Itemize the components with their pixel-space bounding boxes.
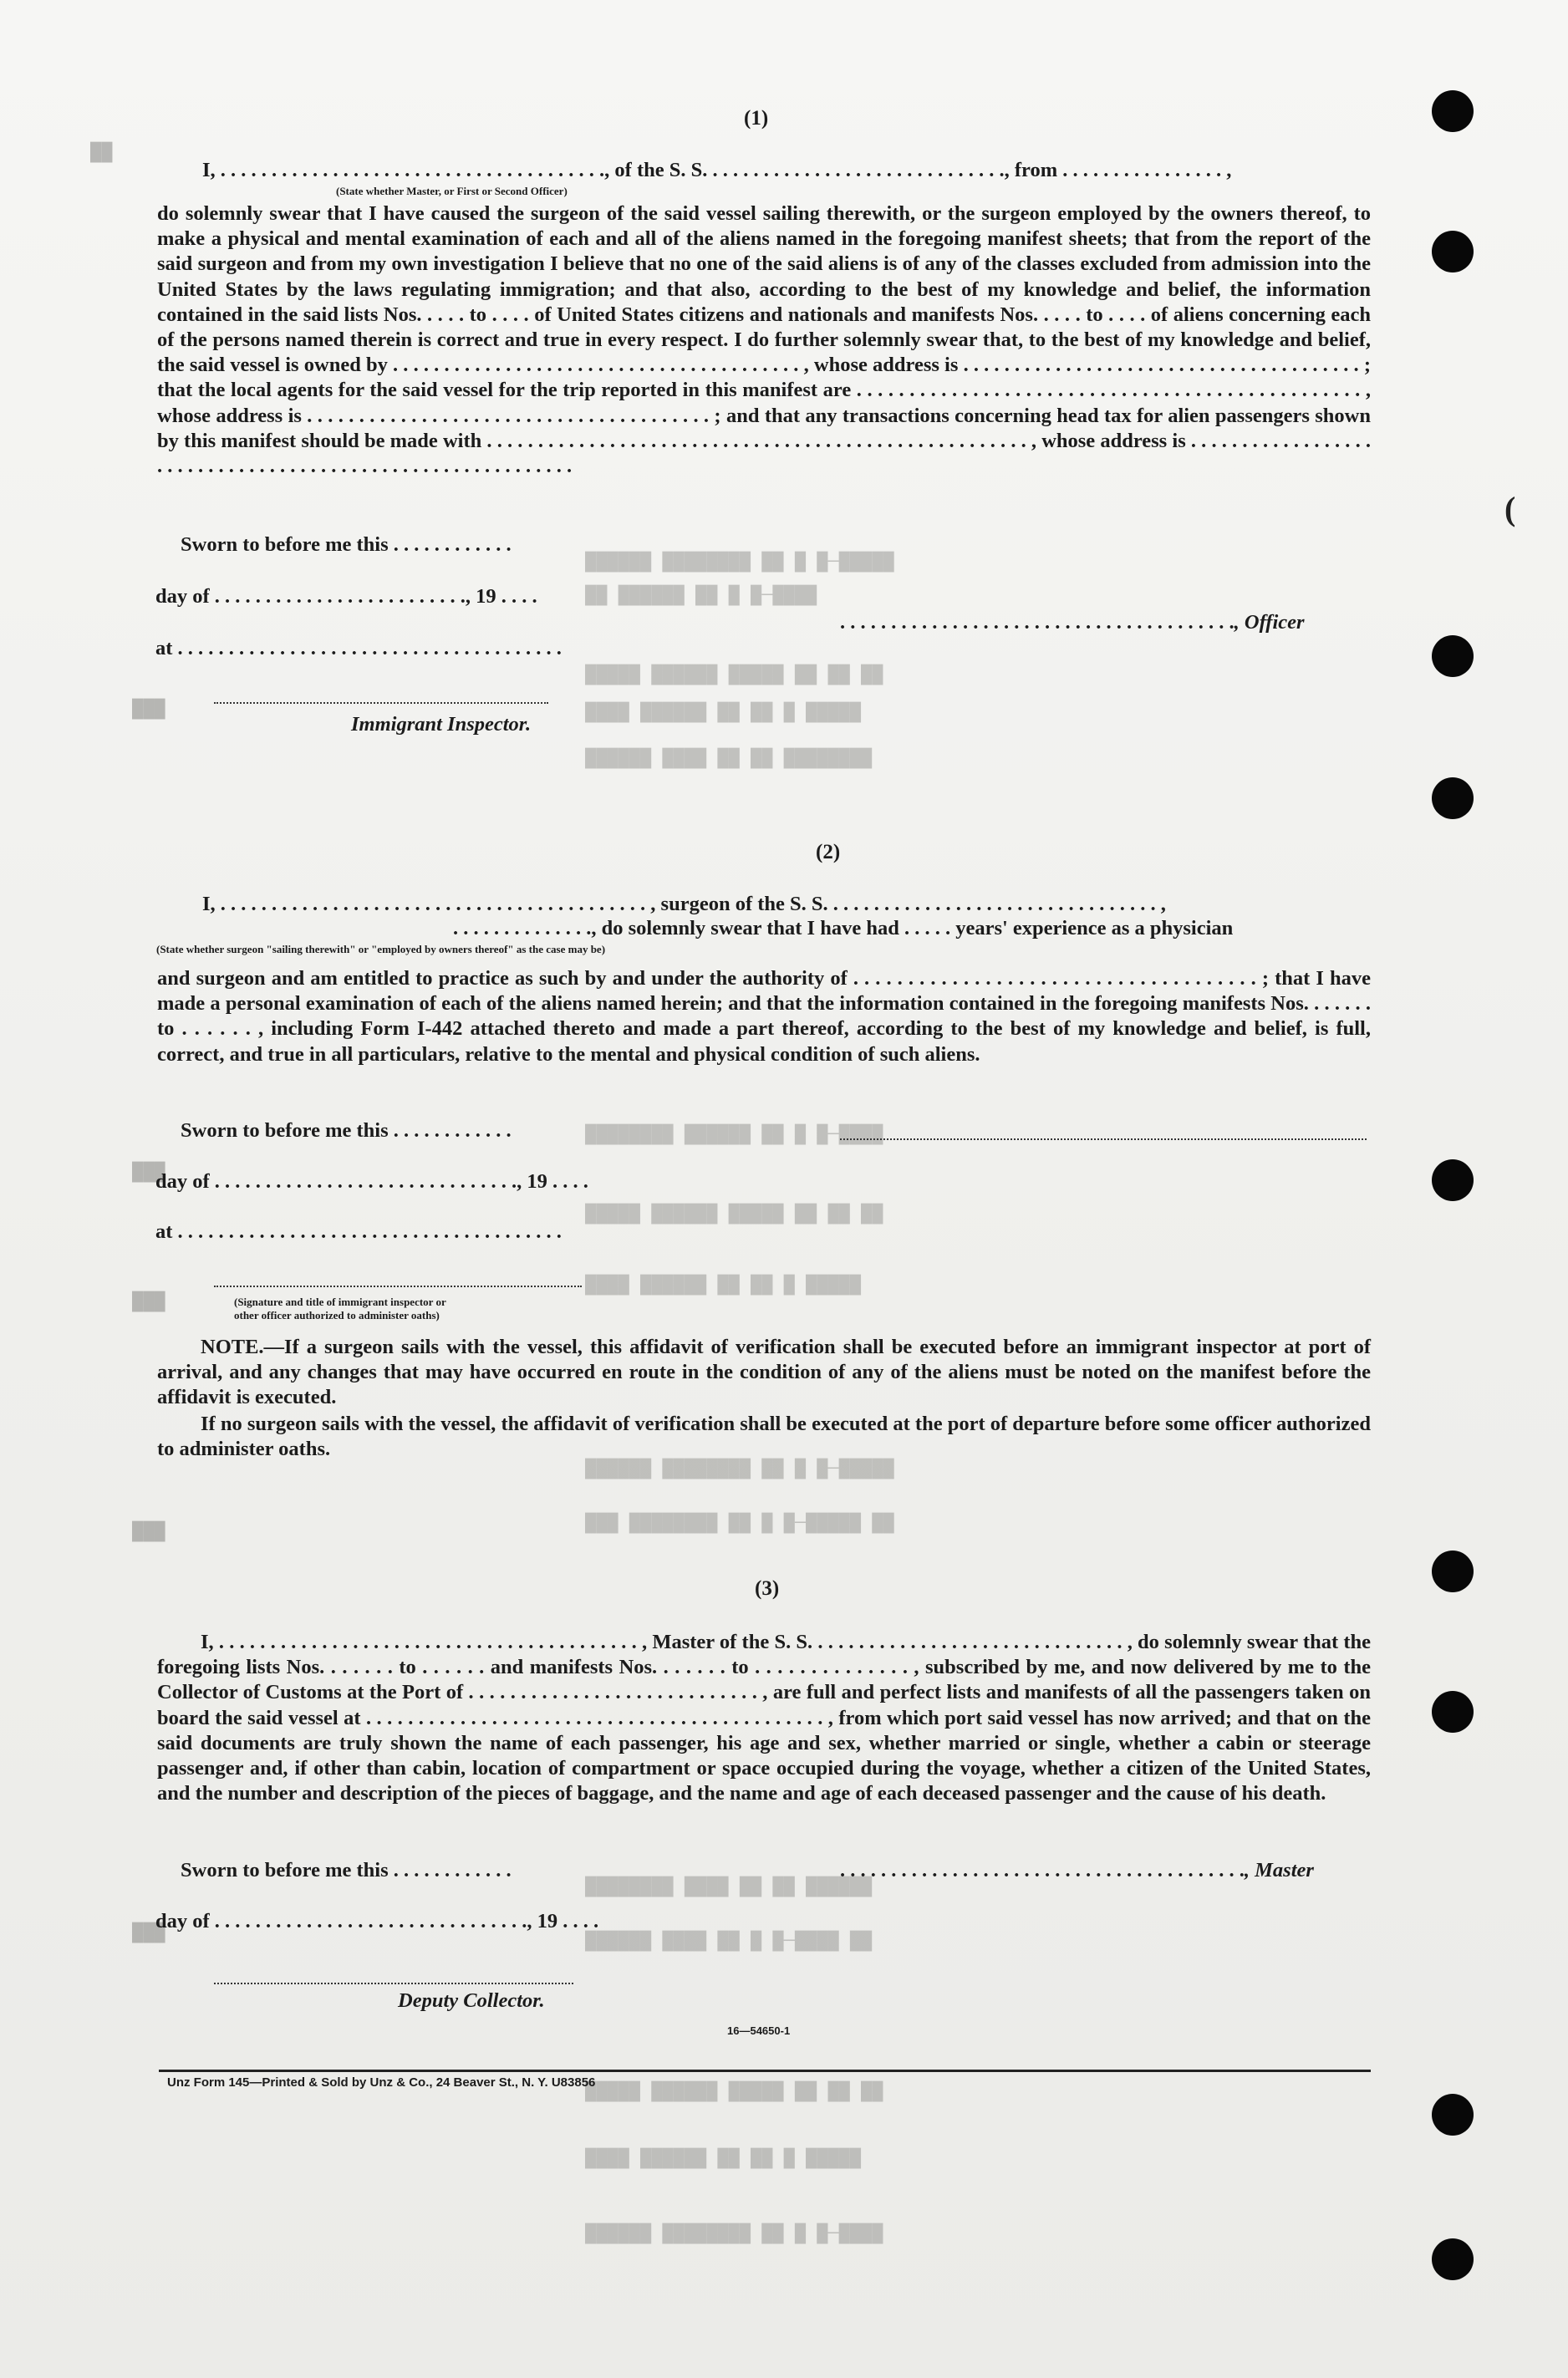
footer-rule — [159, 2070, 1371, 2072]
section-1-number: (1) — [744, 107, 769, 130]
bleed-through-margin: ███ — [132, 1922, 165, 1943]
inspector-signature-line — [214, 702, 548, 704]
punch-hole — [1432, 777, 1474, 819]
bleed-through-text: █████ ██████ █████ ██ ██ ██ — [585, 1204, 883, 1225]
section-1-sworn: Sworn to before me this . . . . . . . . . . . . — [181, 533, 512, 556]
section-1-i: I, — [202, 159, 221, 181]
section-1-at: at . . . . . . . . . . . . . . . . . . . . . . . . . . . . . . . . . . . . . . — [155, 637, 562, 659]
section-2-line-2: . . . . . . . . . . . . . ., do solemnly swear that I have had . . . . . years' experience as a physician — [453, 917, 1234, 939]
bleed-through-text: █████ ██████ █████ ██ ██ ██ — [585, 2081, 883, 2102]
section-3-day: day of . . . . . . . . . . . . . . . . . . . . . . . . . . . . . . ., 19 . . . . — [155, 1910, 599, 1932]
bleed-through-text: ██ ██████ ██ █ █─████ — [585, 585, 817, 606]
punch-hole — [1432, 231, 1474, 272]
section-2-note-paragraph-1: NOTE.—If a surgeon sails with the vessel, this affidavit of verification shall be executed before an immigrant inspector at port of arrival, and any changes that may have occurred en route in the condition of any of the aliens must be noted on the manifest before the affidavit is executed. — [157, 1336, 1371, 1409]
bleed-through-text: ████████ ██████ ██ █ █─████ — [585, 1124, 883, 1145]
section-2-line-1: I, . . . . . . . . . . . . . . . . . . . . . . . . . . . . . . . . . . . . . . . . . . , surgeon of the S. S. . . . . . . . . . . . . . . . . . . . . . . . . . . . . . . . . , — [202, 893, 1166, 915]
punch-hole — [1432, 1159, 1474, 1201]
section-3-paragraph: I, . . . . . . . . . . . . . . . . . . . . . . . . . . . . . . . . . . . . . . . . . , Master of the S. S. . . . . . . . . . . . . . . . . . . . . . . . . . . . . . . , do solemnly swear that the foregoing lists Nos. . . . . . . to . . . . . . and manifests Nos. . . . . . . to . . . . . . . . . . . . . . , subscribed by me, and now delivered by me to the Collector of Customs at the Port of . . . . . . . . . . . . . . . . . . . . . . . . . . . . , are full and perfect lists and manifests of all the passengers taken on board the said vessel at . . . . . . . . . . . . . . . . . . . . . . . . . . . . . . . . . . . . . . . . . . . . , from which port said vessel has now arrived; and that on the said documents are truly shown the name of each passenger, his age and sex, whether married or single, whether a cabin or steerage passenger and, if other than cabin, location of compartment or space occupied during the voyage, whether a citizen of the United States, and the number and description of the pieces of baggage, and the name and age of each deceased passenger and the cause of his death. — [157, 1631, 1371, 1805]
bleed-through-text: ██████ ████ ██ ██ ████████ — [585, 748, 873, 769]
section-2-note-paragraph-2: If no surgeon sails with the vessel, the affidavit of verification shall be executed at the port of departure before some officer authorized to administer oaths. — [157, 1413, 1371, 1461]
bleed-through-margin: ███ — [132, 699, 165, 720]
section-2-sig-note-2: other officer authorized to administer oaths) — [234, 1309, 440, 1321]
dot-leader: . . . . . . . . . . . . . . . . . . . . . . . . . . . . . — [712, 159, 1005, 181]
punch-hole — [1432, 1551, 1474, 1592]
section-3-sworn: Sworn to before me this . . . . . . . . . . . . — [181, 1859, 512, 1882]
section-1-day: day of . . . . . . . . . . . . . . . . . . . . . . . . ., 19 . . . . — [155, 585, 537, 608]
section-3-master: . . . . . . . . . . . . . . . . . . . . . . . . . . . . . . . . . . . . . . . ., Master — [840, 1859, 1314, 1882]
bleed-through-text: █████ ██████ █████ ██ ██ ██ — [585, 665, 883, 685]
bleed-through-text: ██████ ████████ ██ █ █─█████ — [585, 1459, 894, 1479]
punch-hole — [1432, 2238, 1474, 2280]
section-2-signature-line — [840, 1138, 1367, 1140]
section-2-inspector-line — [214, 1286, 582, 1287]
deputy-collector-label: Deputy Collector. — [398, 1989, 545, 2012]
section-2-sig-note-1: (Signature and title of immigrant inspector or — [234, 1296, 446, 1308]
bleed-through-text: ██████ ████ ██ █ █─████ ██ — [585, 1931, 873, 1952]
section-1-line-1 — [202, 159, 1231, 182]
section-1-officer: . . . . . . . . . . . . . . . . . . . . . . . . . . . . . . . . . . . . . . ., Officer — [840, 611, 1305, 634]
bleed-through-margin: ███ — [132, 1521, 165, 1542]
section-2-at: at . . . . . . . . . . . . . . . . . . . . . . . . . . . . . . . . . . . . . . — [155, 1220, 562, 1243]
section-3-number: (3) — [755, 1577, 780, 1600]
margin-bracket-mark: ( — [1504, 490, 1516, 527]
section-2-paragraph: and surgeon and am entitled to practice as such by and under the authority of . . . . . . . . . . . . . . . . . . . . . . . . . . . . . . . . . . . . . ; that I have made a personal examination of each of the aliens named herein; and that the information contained in the foregoing manifests Nos. . . . . . . to . . . . . . , including Form I-442 attached thereto and made a part thereof, according to the best of my knowledge and belief, is full, correct, and true in all particulars, relative to the mental and physical condition of such aliens. — [157, 967, 1371, 1066]
section-2-sworn: Sworn to before me this . . . . . . . . . . . . — [181, 1119, 512, 1142]
bleed-through-margin: ███ — [132, 1162, 165, 1183]
section-1-paragraph: do solemnly swear that I have caused the surgeon of the said vessel sailing therewith, or the surgeon employed by the owners thereof, to make a physical and mental examination of each and all of the aliens named in the foregoing manifest sheets; that from the report of the said surgeon and from my own investigation I believe that no one of the said aliens is of any of the classes excluded from admission into the United States by the laws regulating immigration; and that also, according to the best of my knowledge and belief, the information contained in the said lists Nos. . . . . to . . . . of United States citizens and nationals and manifests Nos. . . . . to . . . . of aliens concerning each of the persons named therein is correct and true in every respect. I do further solemnly swear that, to the best of my knowledge and belief, the said vessel is owned by . . . . . . . . . . . . . . . . . . . . . . . . . . . . . . . . . . . . . . . . , whose address is . . . . . . . . . . . . . . . . . . . . . . . . . . . . . . . . . . . . . . . ; that the local agents for the said vessel for the trip reported in this manifest are . . . . . . . . . . . . . . . . . . . . . . . . . . . . . . . . . . . . . . . . . . . . . . . . , whose address is . . . . . . . . . . . . . . . . . . . . . . . . . . . . . . . . . . . . . . . ; and that any transactions concerning head tax for alien passengers shown by this manifest should be made with . . . . . . . . . . . . . . . . . . . . . . . . . . . . . . . . . . . . . . . . . . . . . . . . . . . . . , whose address is . . . . . . . . . . . . . . . . . . . . . . . . . . . . . . . . . . . . . . . . . . . . . . . . . . . . . . . . . . . — [157, 202, 1371, 478]
section-2-note: (State whether surgeon "sailing therewith" or "employed by owners thereof" as the case may be) — [156, 943, 606, 955]
section-2-surgeon-label: surgeon of the S. S. — [660, 893, 833, 915]
form-number: 16—54650-1 — [727, 2024, 791, 2037]
section-1-ss-label: , of the S. S. — [604, 159, 713, 181]
bleed-through-text: ████ ██████ ██ ██ █ █████ — [585, 702, 862, 723]
punch-hole — [1432, 635, 1474, 677]
bleed-through-margin: ██ — [90, 142, 113, 163]
bleed-through-text: ████ ██████ ██ ██ █ █████ — [585, 2148, 862, 2169]
officer-label: , Officer — [1234, 611, 1305, 634]
bleed-through-text: ████████ ████ ██ ██ ██████ — [585, 1876, 873, 1897]
collector-signature-line — [214, 1983, 573, 1984]
immigrant-inspector-label: Immigrant Inspector. — [351, 713, 532, 736]
master-label: , Master — [1244, 1859, 1314, 1882]
dot-leader: . . . . . . . . . . . . . . . . , — [1062, 159, 1232, 181]
section-2-day: day of . . . . . . . . . . . . . . . . . . . . . . . . . . . . . ., 19 . . . . — [155, 1170, 588, 1193]
bleed-through-text: ██████ ████████ ██ █ █─█████ — [585, 552, 894, 573]
printer-credit: Unz Form 145—Printed & Sold by Unz & Co., 24 Beaver St., N. Y. U83856 — [167, 2075, 596, 2090]
bleed-through-text: ██████ ████████ ██ █ █─████ — [585, 2223, 883, 2244]
section-2-number: (2) — [816, 841, 841, 863]
punch-hole — [1432, 90, 1474, 132]
bleed-through-margin: ███ — [132, 1291, 165, 1312]
punch-hole — [1432, 1691, 1474, 1733]
dot-leader: . . . . . . . . . . . . . . . . . . . . . . . . . . . . . . . . . . . . . . — [220, 159, 605, 181]
punch-hole — [1432, 2094, 1474, 2136]
section-1-from-label: , from — [1004, 159, 1063, 181]
bleed-through-text: ████ ██████ ██ ██ █ █████ — [585, 1275, 862, 1296]
bleed-through-text: ███ ████████ ██ █ █─█████ ██ — [585, 1513, 894, 1534]
section-1-note: (State whether Master, or First or Second Officer) — [336, 185, 568, 197]
